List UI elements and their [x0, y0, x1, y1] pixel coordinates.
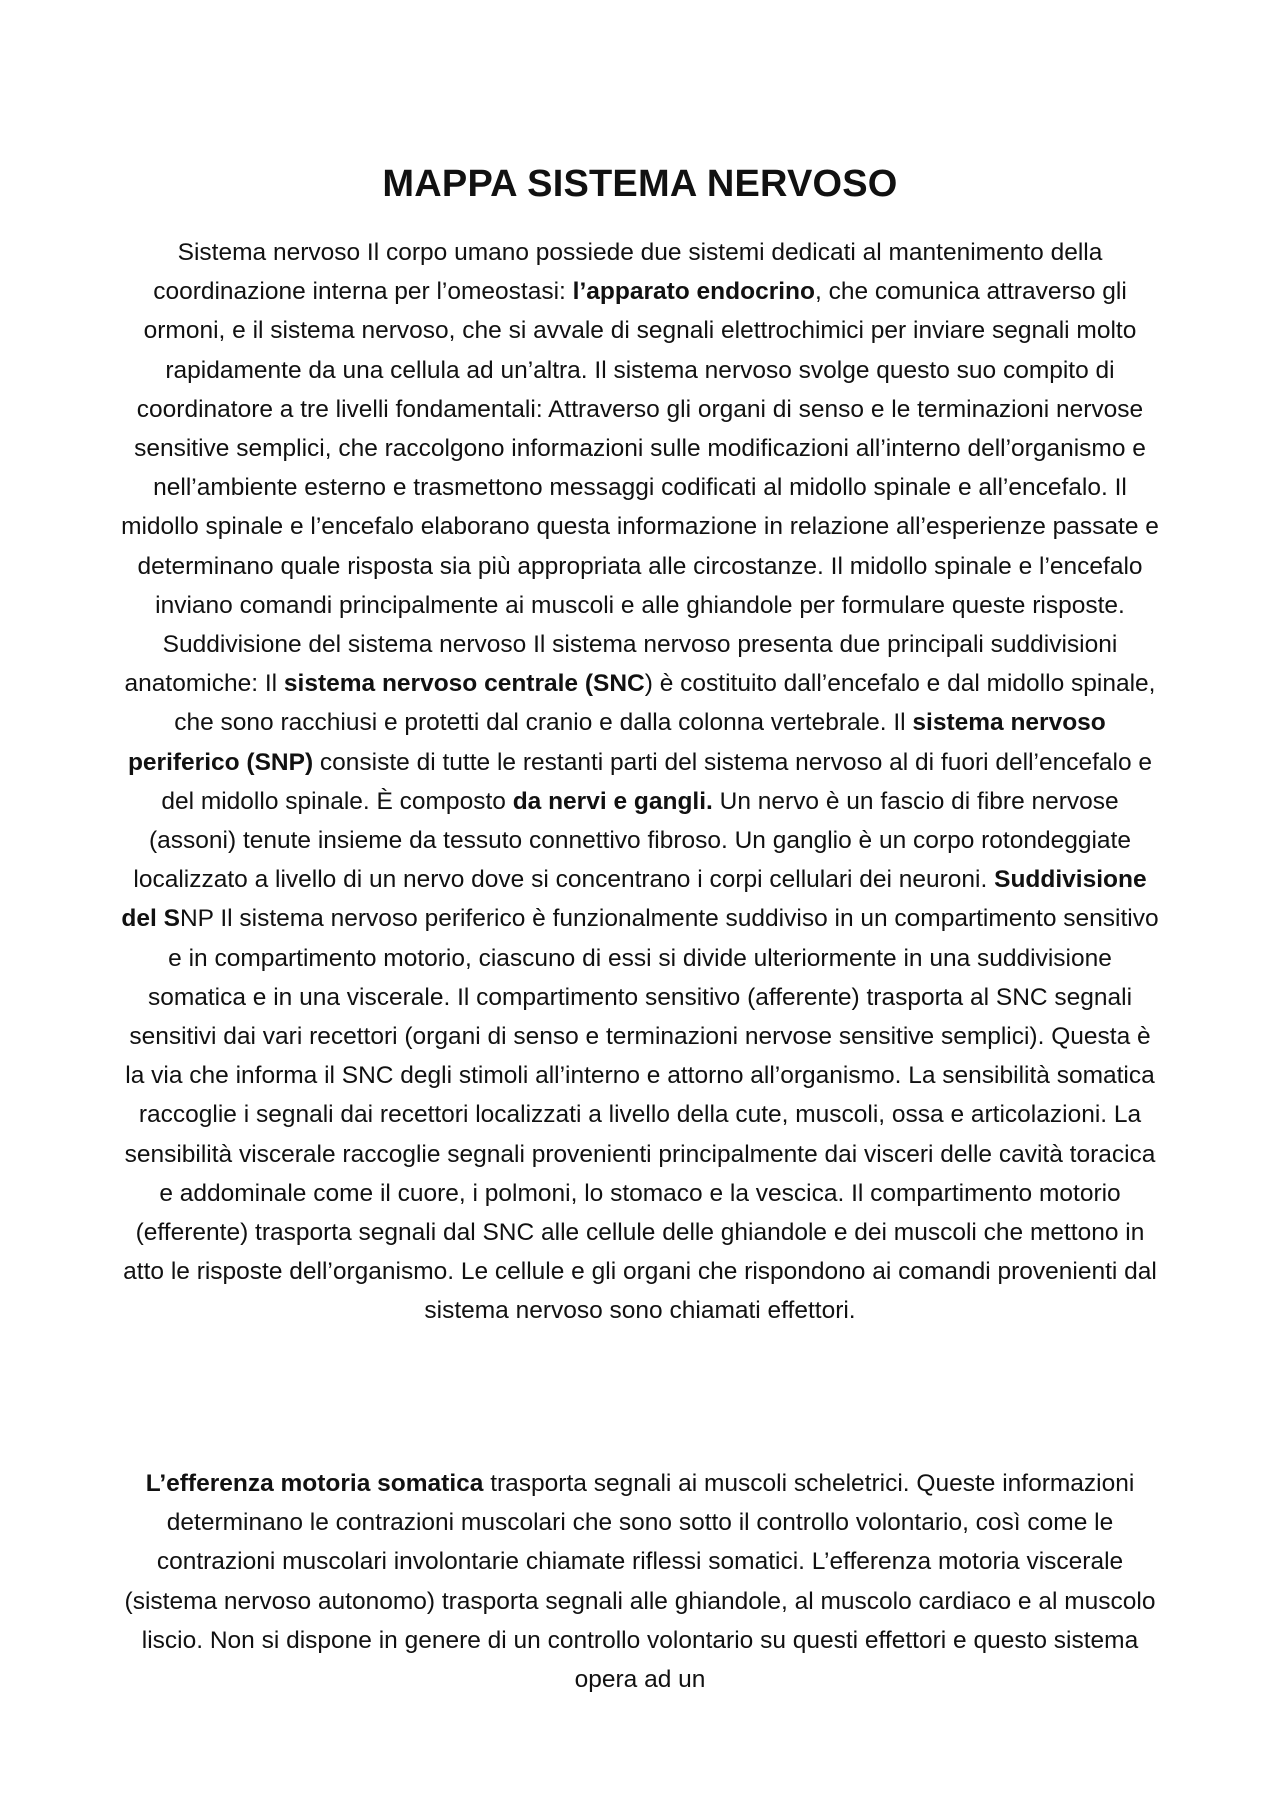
text-span: Un nervo è un fascio di fibre nervose (assoni) tenute insieme da tessuto connettivo fibroso. Un ganglio è un corpo rotondeggiate localizzato a livello di un nervo dove si concentrano i corpi cellulari dei neuroni.: [133, 787, 1131, 894]
paragraph-nervous-system-overview: [118, 233, 1162, 1331]
bold-term-endocrine-system: l’apparato endocrino: [572, 278, 815, 306]
bold-term-peripheral-nervous-system: sistema nervoso periferico (SNP): [127, 709, 1106, 776]
text-span: trasporta segnali ai muscoli scheletrici. Queste informazioni determinano le contrazioni muscolari che sono sotto il controllo volontario, così come le contrazioni muscolari involontarie chiamate riflessi somatici. L’efferenza motoria viscerale (sistema nervoso autonomo) trasporta segnali alle ghiandole, al muscolo cardiaco e al muscolo liscio. Non si dispone in genere di un controllo volontario su questi effettori e questo sistema opera ad un: [124, 1470, 1156, 1694]
text-span: ) è costituito dall’encefalo e dal midollo spinale, che sono racchiusi e protetti dal cranio e dalla colonna vertebrale. Il: [174, 670, 1156, 737]
text-span: Sistema nervoso Il corpo umano possiede due sistemi dedicati al mantenimento della coordinazione interna per l’omeostasi:: [153, 239, 1103, 306]
document-title: MAPPA SISTEMA NERVOSO: [382, 163, 898, 205]
text-span: , che comunica attraverso gli ormoni, e il sistema nervoso, che si avvale di segnali elettrochimici per inviare segnali molto rapidamente da una cellula ad un’altra. Il sistema nervoso svolge questo suo compito di coordinatore a tre livelli fondamentali: Attraverso gli organi di senso e le terminazioni nervose sensitive semplici, che raccolgono informazioni sulle modificazioni all’interno dell’organismo e nell’ambiente esterno e trasmettono messaggi codificati al midollo spinale e all’encefalo. Il midollo spinale e l’encefalo elaborano questa informazione in relazione all’esperienze passate e determinano quale risposta sia più appropriata alle circostanze. Il midollo spinale e l’encefalo inviano comandi principalmente ai muscoli e alle ghiandole per formulare queste risposte. Suddivisione del sistema nervoso Il sistema nervoso presenta due principali suddivisioni anatomiche: Il: [121, 278, 1159, 698]
bold-term-somatic-motor-efference: L’efferenza motoria somatica: [145, 1470, 484, 1497]
bold-term-nerves-ganglia: da nervi e gangli.: [512, 787, 713, 815]
bold-term-central-nervous-system: sistema nervoso centrale (SNC: [283, 670, 645, 698]
bold-heading-snp-subdivision: Suddivisione del S: [121, 866, 1147, 933]
paragraph-somatic-motor-efference: [118, 1464, 1162, 1699]
text-span: NP Il sistema nervoso periferico è funzionalmente suddiviso in un compartimento sensitivo e in compartimento motorio, ciascuno di essi si divide ulteriormente in una suddivisione somatica e in una viscerale. Il compartimento sensitivo (afferente) trasporta al SNC segnali sensitivi dai vari recettori (organi di senso e terminazioni nervose sensitive semplici). Questa è la via che informa il SNC degli stimoli all’interno e attorno all’organismo. La sensibilità somatica raccoglie i segnali dai recettori localizzati a livello della cute, muscoli, ossa e articolazioni. La sensibilità viscerale raccoglie segnali provenienti principalmente dai visceri delle cavità toracica e addominale come il cuore, i polmoni, lo stomaco e la vescica. Il compartimento motorio (efferente) trasporta segnali dal SNC alle cellule delle ghiandole e dei muscoli che mettono in atto le risposte dell’organismo. Le cellule e gli organi che rispondono ai comandi provenienti dal sistema nervoso sono chiamati effettori.: [123, 905, 1159, 1325]
text-span: consiste di tutte le restanti parti del sistema nervoso al di fuori dell’encefalo e del midollo spinale. È composto: [161, 748, 1153, 815]
